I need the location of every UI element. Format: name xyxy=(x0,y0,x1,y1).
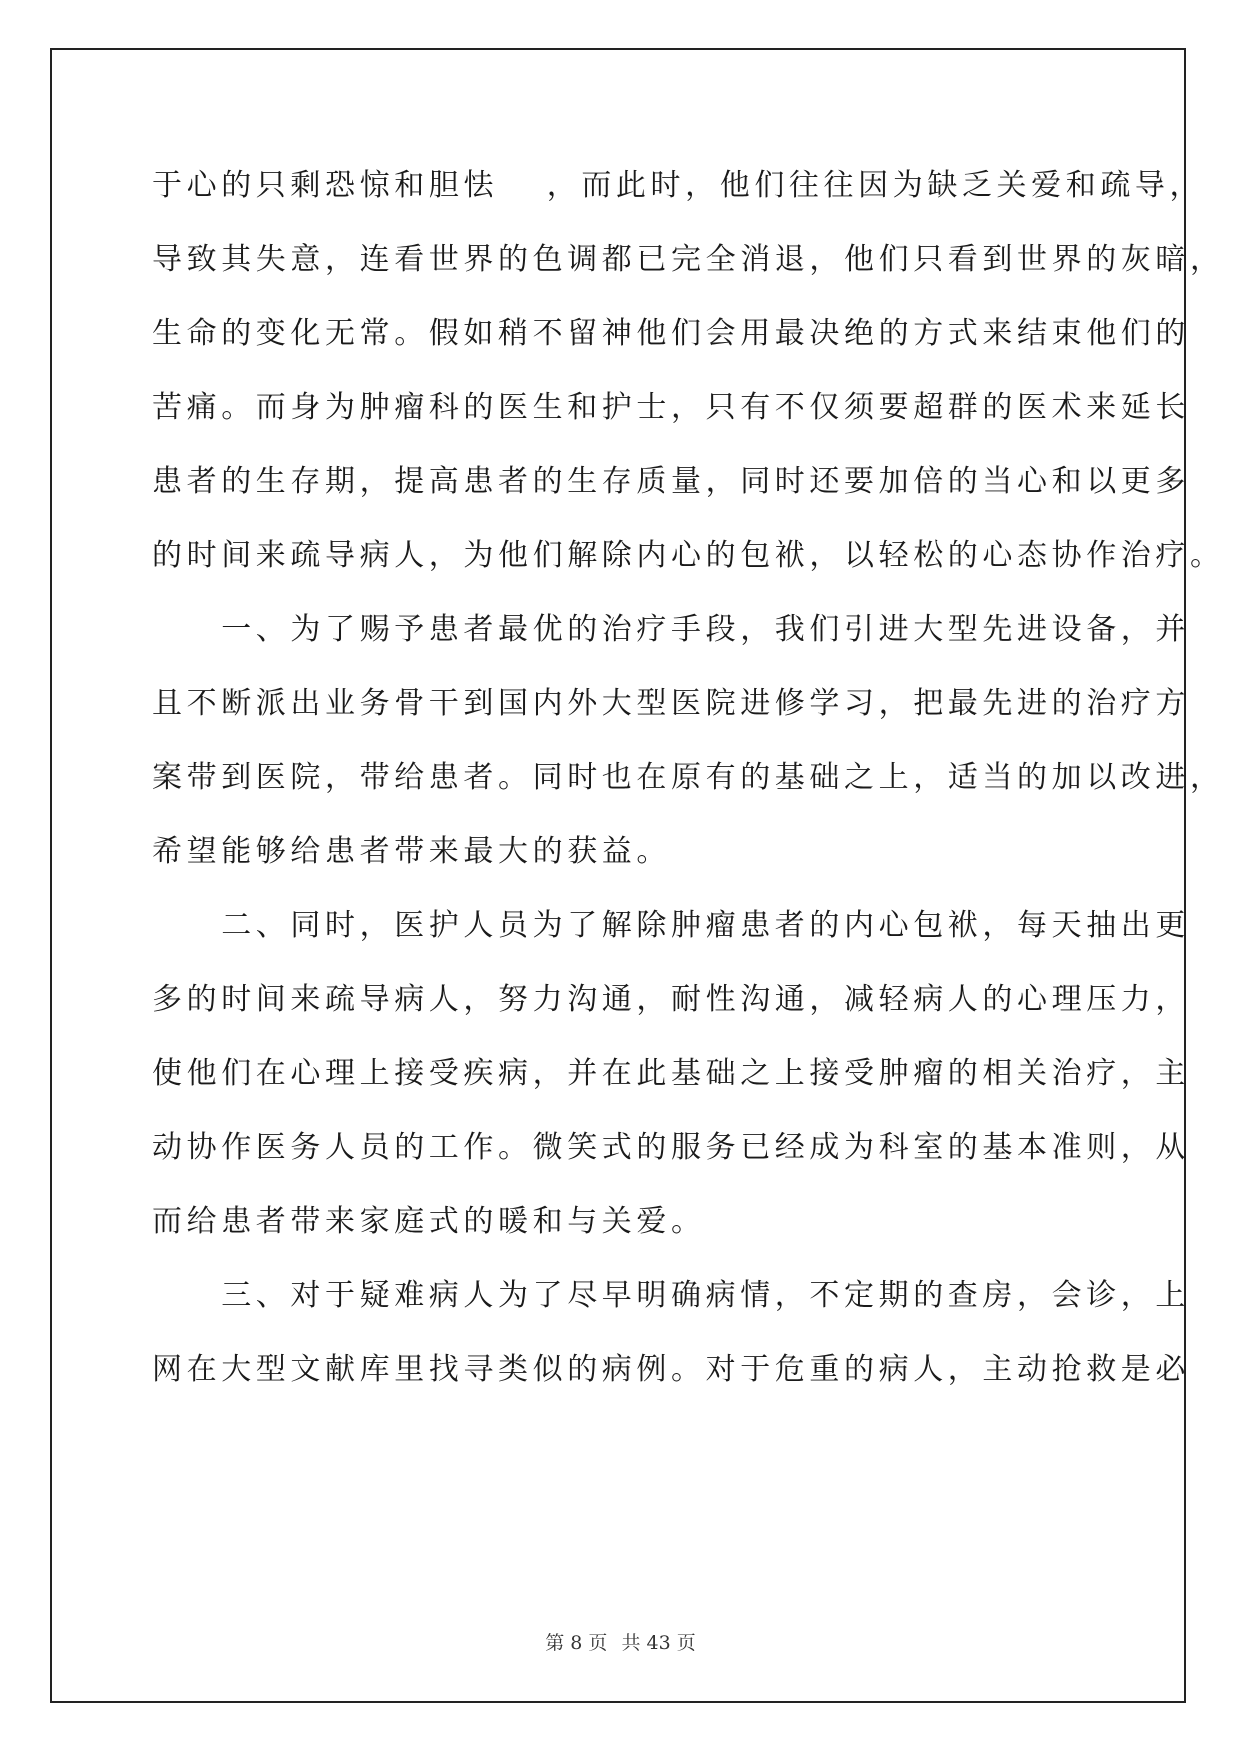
text-line: 希望能够给患者带来最大的获益。 xyxy=(152,834,671,869)
page-number: 第 8 页 xyxy=(545,1632,608,1654)
text-line: 导致其失意，连看世界的色调都已完全消退，他们只看到世界的灰暗， xyxy=(152,242,1225,277)
text-line: 一、为了赐予患者最优的治疗手段，我们引进大型先进设备，并 xyxy=(152,612,1190,647)
text-line: 且不断派出业务骨干到国内外大型医院进修学习，把最先进的治疗方 xyxy=(152,686,1190,721)
page-border xyxy=(50,48,1186,1703)
text-line: 生命的变化无常。假如稍不留神他们会用最决绝的方式来结束他们的 xyxy=(152,316,1190,351)
text-line: 患者的生存期，提高患者的生存质量，同时还要加倍的当心和以更多 xyxy=(152,464,1190,499)
text-line: 案带到医院，带给患者。同时也在原有的基础之上，适当的加以改进， xyxy=(152,760,1225,795)
text-line: 苦痛。而身为肿瘤科的医生和护士，只有不仅须要超群的医术来延长 xyxy=(152,390,1190,425)
text-line: 而给患者带来家庭式的暖和与关爱。 xyxy=(152,1204,706,1239)
text-line: 二、同时，医护人员为了解除肿瘤患者的内心包袱，每天抽出更 xyxy=(152,908,1190,943)
text-line: 多的时间来疏导病人，努力沟通，耐性沟通，减轻病人的心理压力， xyxy=(152,982,1190,1017)
text-line: 动协作医务人员的工作。微笑式的服务已经成为科室的基本准则，从 xyxy=(152,1130,1190,1165)
text-line: 于心的只剩恐惊和胆怯 ，而此时，他们往往因为缺乏关爱和疏导， xyxy=(152,168,1205,203)
text-line: 使他们在心理上接受疾病，并在此基础之上接受肿瘤的相关治疗，主 xyxy=(152,1056,1190,1091)
text-line: 网在大型文献库里找寻类似的病例。对于危重的病人，主动抢救是必 xyxy=(152,1352,1190,1387)
page-footer xyxy=(0,1628,1241,1655)
text-line: 三、对于疑难病人为了尽早明确病情，不定期的查房，会诊，上 xyxy=(152,1278,1190,1313)
text-line: 的时间来疏导病人，为他们解除内心的包袱，以轻松的心态协作治疗。 xyxy=(152,538,1225,573)
page-total: 共 43 页 xyxy=(621,1632,696,1654)
